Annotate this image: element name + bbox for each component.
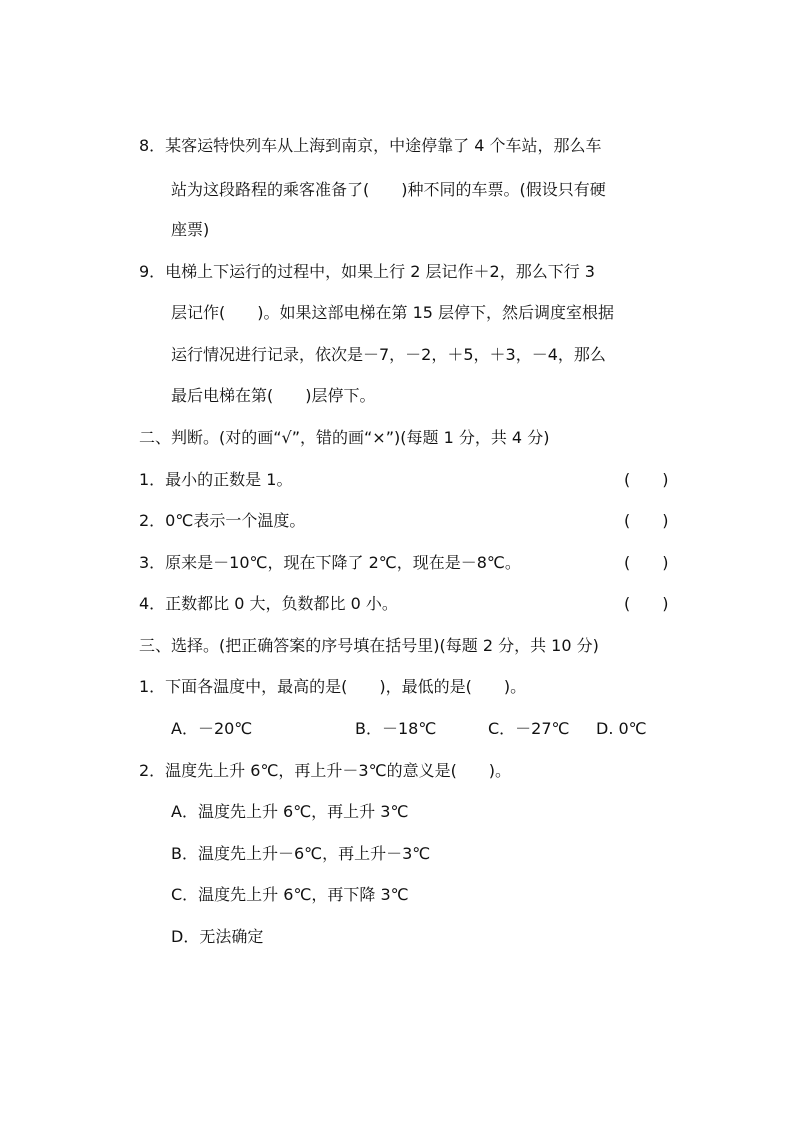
choice-q2-stem: 2．温度先上升 6℃，再上升－3℃的意义是( )。 xyxy=(139,761,512,780)
q8-line-2: 站为这段路程的乘客准备了( )种不同的车票。(假设只有硬 xyxy=(171,180,606,199)
choice-heading: 三、选择。(把正确答案的序号填在括号里)(每题 2 分，共 10 分) xyxy=(139,636,599,655)
q8-line-3: 座票) xyxy=(171,220,210,239)
choice-q1-option-c: C．－27℃ xyxy=(488,719,570,738)
judge-answer-blank-2: ( ) xyxy=(624,511,669,530)
judge-answer-blank-1: ( ) xyxy=(624,470,669,489)
choice-q1-option-a: A．－20℃ xyxy=(171,719,253,738)
judge-heading: 二、判断。(对的画“√”，错的画“×”)(每题 1 分，共 4 分) xyxy=(139,428,550,447)
judge-answer-blank-3: ( ) xyxy=(624,553,669,572)
judge-answer-blank-4: ( ) xyxy=(624,594,669,613)
q9-line-4: 最后电梯在第( )层停下。 xyxy=(171,386,376,405)
choice-q2-option-c: C．温度先上升 6℃，再下降 3℃ xyxy=(171,885,409,904)
choice-q2-option-a: A．温度先上升 6℃，再上升 3℃ xyxy=(171,802,409,821)
choice-q1-stem: 1．下面各温度中，最高的是( )，最低的是( )。 xyxy=(139,677,527,696)
q8-line-1: 8．某客运特快列车从上海到南京，中途停靠了 4 个车站，那么车 xyxy=(139,136,602,155)
judge-item-4: 4．正数都比 0 大，负数都比 0 小。 xyxy=(139,594,398,613)
choice-q2-option-b: B．温度先上升－6℃，再上升－3℃ xyxy=(171,844,431,863)
judge-item-3: 3．原来是－10℃，现在下降了 2℃，现在是－8℃。 xyxy=(139,553,521,572)
q9-line-1: 9．电梯上下运行的过程中，如果上行 2 层记作＋2，那么下行 3 xyxy=(139,262,595,281)
choice-q2-option-d: D．无法确定 xyxy=(171,927,264,946)
judge-item-1: 1．最小的正数是 1。 xyxy=(139,470,293,489)
judge-item-2: 2．0℃表示一个温度。 xyxy=(139,511,306,530)
q9-line-2: 层记作( )。如果这部电梯在第 15 层停下，然后调度室根据 xyxy=(171,303,615,322)
choice-q1-option-d: D. 0℃ xyxy=(596,719,647,738)
choice-q1-option-b: B．－18℃ xyxy=(355,719,437,738)
q9-line-3: 运行情况进行记录，依次是－7，－2，＋5，＋3，－4，那么 xyxy=(171,345,606,364)
